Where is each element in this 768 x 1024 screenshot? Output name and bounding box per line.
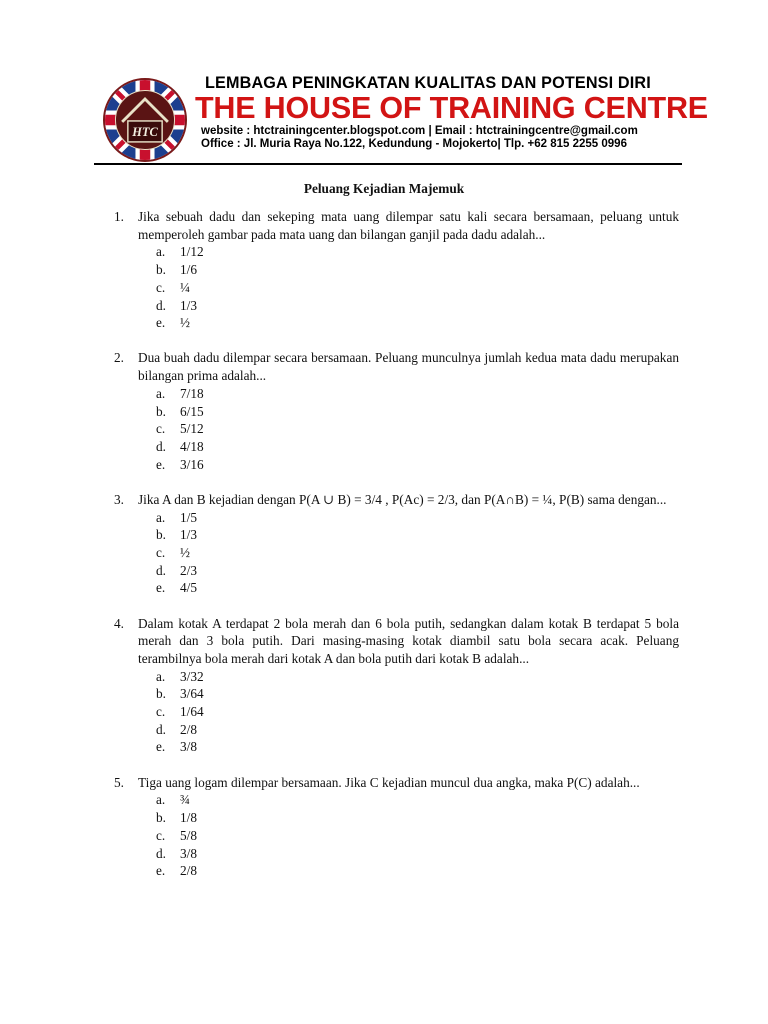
option-item: [138, 297, 679, 315]
question-text: Tiga uang logam dilempar bersamaan. Jika C kejadian muncul dua angka, maka P(C) adalah...: [138, 774, 640, 790]
option-letter: b.: [156, 262, 166, 278]
option-value: 3/16: [180, 456, 204, 472]
option-value: 1/64: [180, 704, 204, 720]
option-letter: a.: [156, 792, 166, 808]
option-value: 1/3: [180, 527, 197, 543]
option-value: 5/12: [180, 421, 204, 437]
option-letter: c.: [156, 827, 166, 843]
option-item: [138, 738, 679, 756]
question-text: Jika sebuah dadu dan sekeping mata uang dilempar satu kali secara bersamaan, peluang untuk memperoleh gambar pada mata uang dan bilangan ganjil pada dadu adalah...: [138, 209, 679, 242]
option-letter: d.: [156, 438, 166, 454]
option-item: [138, 279, 679, 297]
option-value: 1/3: [180, 297, 197, 313]
option-item: [138, 579, 679, 597]
option-value: 6/15: [180, 403, 204, 419]
contact-website-email: website : htctrainingcenter.blogspot.com | Email : htctrainingcentre@gmail.com: [201, 125, 638, 137]
option-letter: e.: [156, 739, 166, 755]
question-item: [114, 208, 679, 332]
htc-house-logo-icon: [103, 78, 187, 162]
option-value: 1/5: [180, 509, 197, 525]
option-value: 2/8: [180, 863, 197, 879]
option-value: 1/12: [180, 244, 204, 260]
option-letter: c.: [156, 279, 166, 295]
option-value: 5/8: [180, 827, 197, 843]
option-letter: c.: [156, 544, 166, 560]
question-text: Jika A dan B kejadian dengan P(A ∪ B) = 3/4 , P(Ac) = 2/3, dan P(A∩B) = ¼, P(B) sama dengan...: [138, 491, 667, 507]
option-item: [138, 721, 679, 739]
option-item: [138, 845, 679, 863]
option-item: [138, 509, 679, 527]
question-number: 5.: [114, 774, 124, 790]
question-item: [114, 349, 679, 473]
option-letter: e.: [156, 580, 166, 596]
option-list: [138, 385, 679, 474]
option-letter: c.: [156, 421, 166, 437]
question-text: Dalam kotak A terdapat 2 bola merah dan 6 bola putih, sedangkan dalam kotak B terdapat 5 bola merah dan 3 bola putih. Dari masing-masing kotak diambil satu bola secara acak. Peluang terambilnya bola merah dari kotak A dan bola putih dari kotak B adalah...: [138, 615, 679, 666]
contact-office-address: Office : Jl. Muria Raya No.122, Kedundung - Mojokerto| Tlp. +62 815 2255 0996: [201, 138, 627, 150]
option-item: [138, 562, 679, 580]
option-item: [138, 438, 679, 456]
option-letter: a.: [156, 668, 166, 684]
option-letter: c.: [156, 704, 166, 720]
option-item: [138, 261, 679, 279]
question-item: [114, 615, 679, 757]
option-item: [138, 862, 679, 880]
question-number: 2.: [114, 350, 124, 366]
option-item: [138, 403, 679, 421]
option-value: 3/64: [180, 686, 204, 702]
option-letter: d.: [156, 721, 166, 737]
option-letter: d.: [156, 562, 166, 578]
option-item: [138, 526, 679, 544]
option-letter: b.: [156, 403, 166, 419]
option-letter: b.: [156, 527, 166, 543]
option-item: [138, 420, 679, 438]
question-item: [114, 774, 679, 880]
option-letter: e.: [156, 863, 166, 879]
question-number: 4.: [114, 615, 124, 631]
option-item: [138, 544, 679, 562]
option-letter: e.: [156, 315, 166, 331]
option-item: [138, 685, 679, 703]
option-item: [138, 791, 679, 809]
option-item: [138, 827, 679, 845]
question-item: [114, 491, 679, 597]
option-item: [138, 314, 679, 332]
option-value: ½: [180, 544, 190, 560]
option-value: 3/8: [180, 739, 197, 755]
question-number: 1.: [114, 209, 124, 224]
question-list: [114, 208, 679, 897]
question-text: Dua buah dadu dilempar secara bersamaan. Peluang munculnya jumlah kedua mata dadu merupakan bilangan prima adalah...: [138, 350, 679, 384]
option-value: 2/3: [180, 562, 197, 578]
option-value: 2/8: [180, 721, 197, 737]
option-value: ¾: [180, 792, 190, 808]
option-value: 1/8: [180, 810, 197, 826]
option-value: ½: [180, 315, 190, 331]
option-value: ¼: [180, 279, 190, 295]
brand-title: THE HOUSE OF TRAINING CENTRE: [195, 91, 708, 125]
option-letter: e.: [156, 456, 166, 472]
institution-name: LEMBAGA PENINGKATAN KUALITAS DAN POTENSI DIRI: [205, 74, 651, 92]
option-list: [138, 791, 679, 880]
option-list: [138, 243, 679, 332]
option-value: 7/18: [180, 385, 204, 401]
question-number: 3.: [114, 491, 124, 507]
option-item: [138, 668, 679, 686]
option-value: 1/6: [180, 262, 197, 278]
option-value: 4/5: [180, 580, 197, 596]
option-item: [138, 243, 679, 261]
header-divider: [94, 163, 682, 165]
option-letter: b.: [156, 686, 166, 702]
option-letter: d.: [156, 297, 166, 313]
option-item: [138, 703, 679, 721]
option-value: 3/32: [180, 668, 204, 684]
option-list: [138, 509, 679, 598]
option-letter: a.: [156, 509, 166, 525]
option-letter: d.: [156, 845, 166, 861]
option-item: [138, 385, 679, 403]
option-letter: b.: [156, 810, 166, 826]
option-value: 3/8: [180, 845, 197, 861]
page-title: Peluang Kejadian Majemuk: [303, 181, 465, 196]
option-letter: a.: [156, 385, 166, 401]
option-item: [138, 809, 679, 827]
svg-text:HTC: HTC: [132, 125, 158, 140]
option-value: 4/18: [180, 438, 204, 454]
option-item: [138, 456, 679, 474]
option-letter: a.: [156, 244, 166, 260]
option-list: [138, 668, 679, 757]
